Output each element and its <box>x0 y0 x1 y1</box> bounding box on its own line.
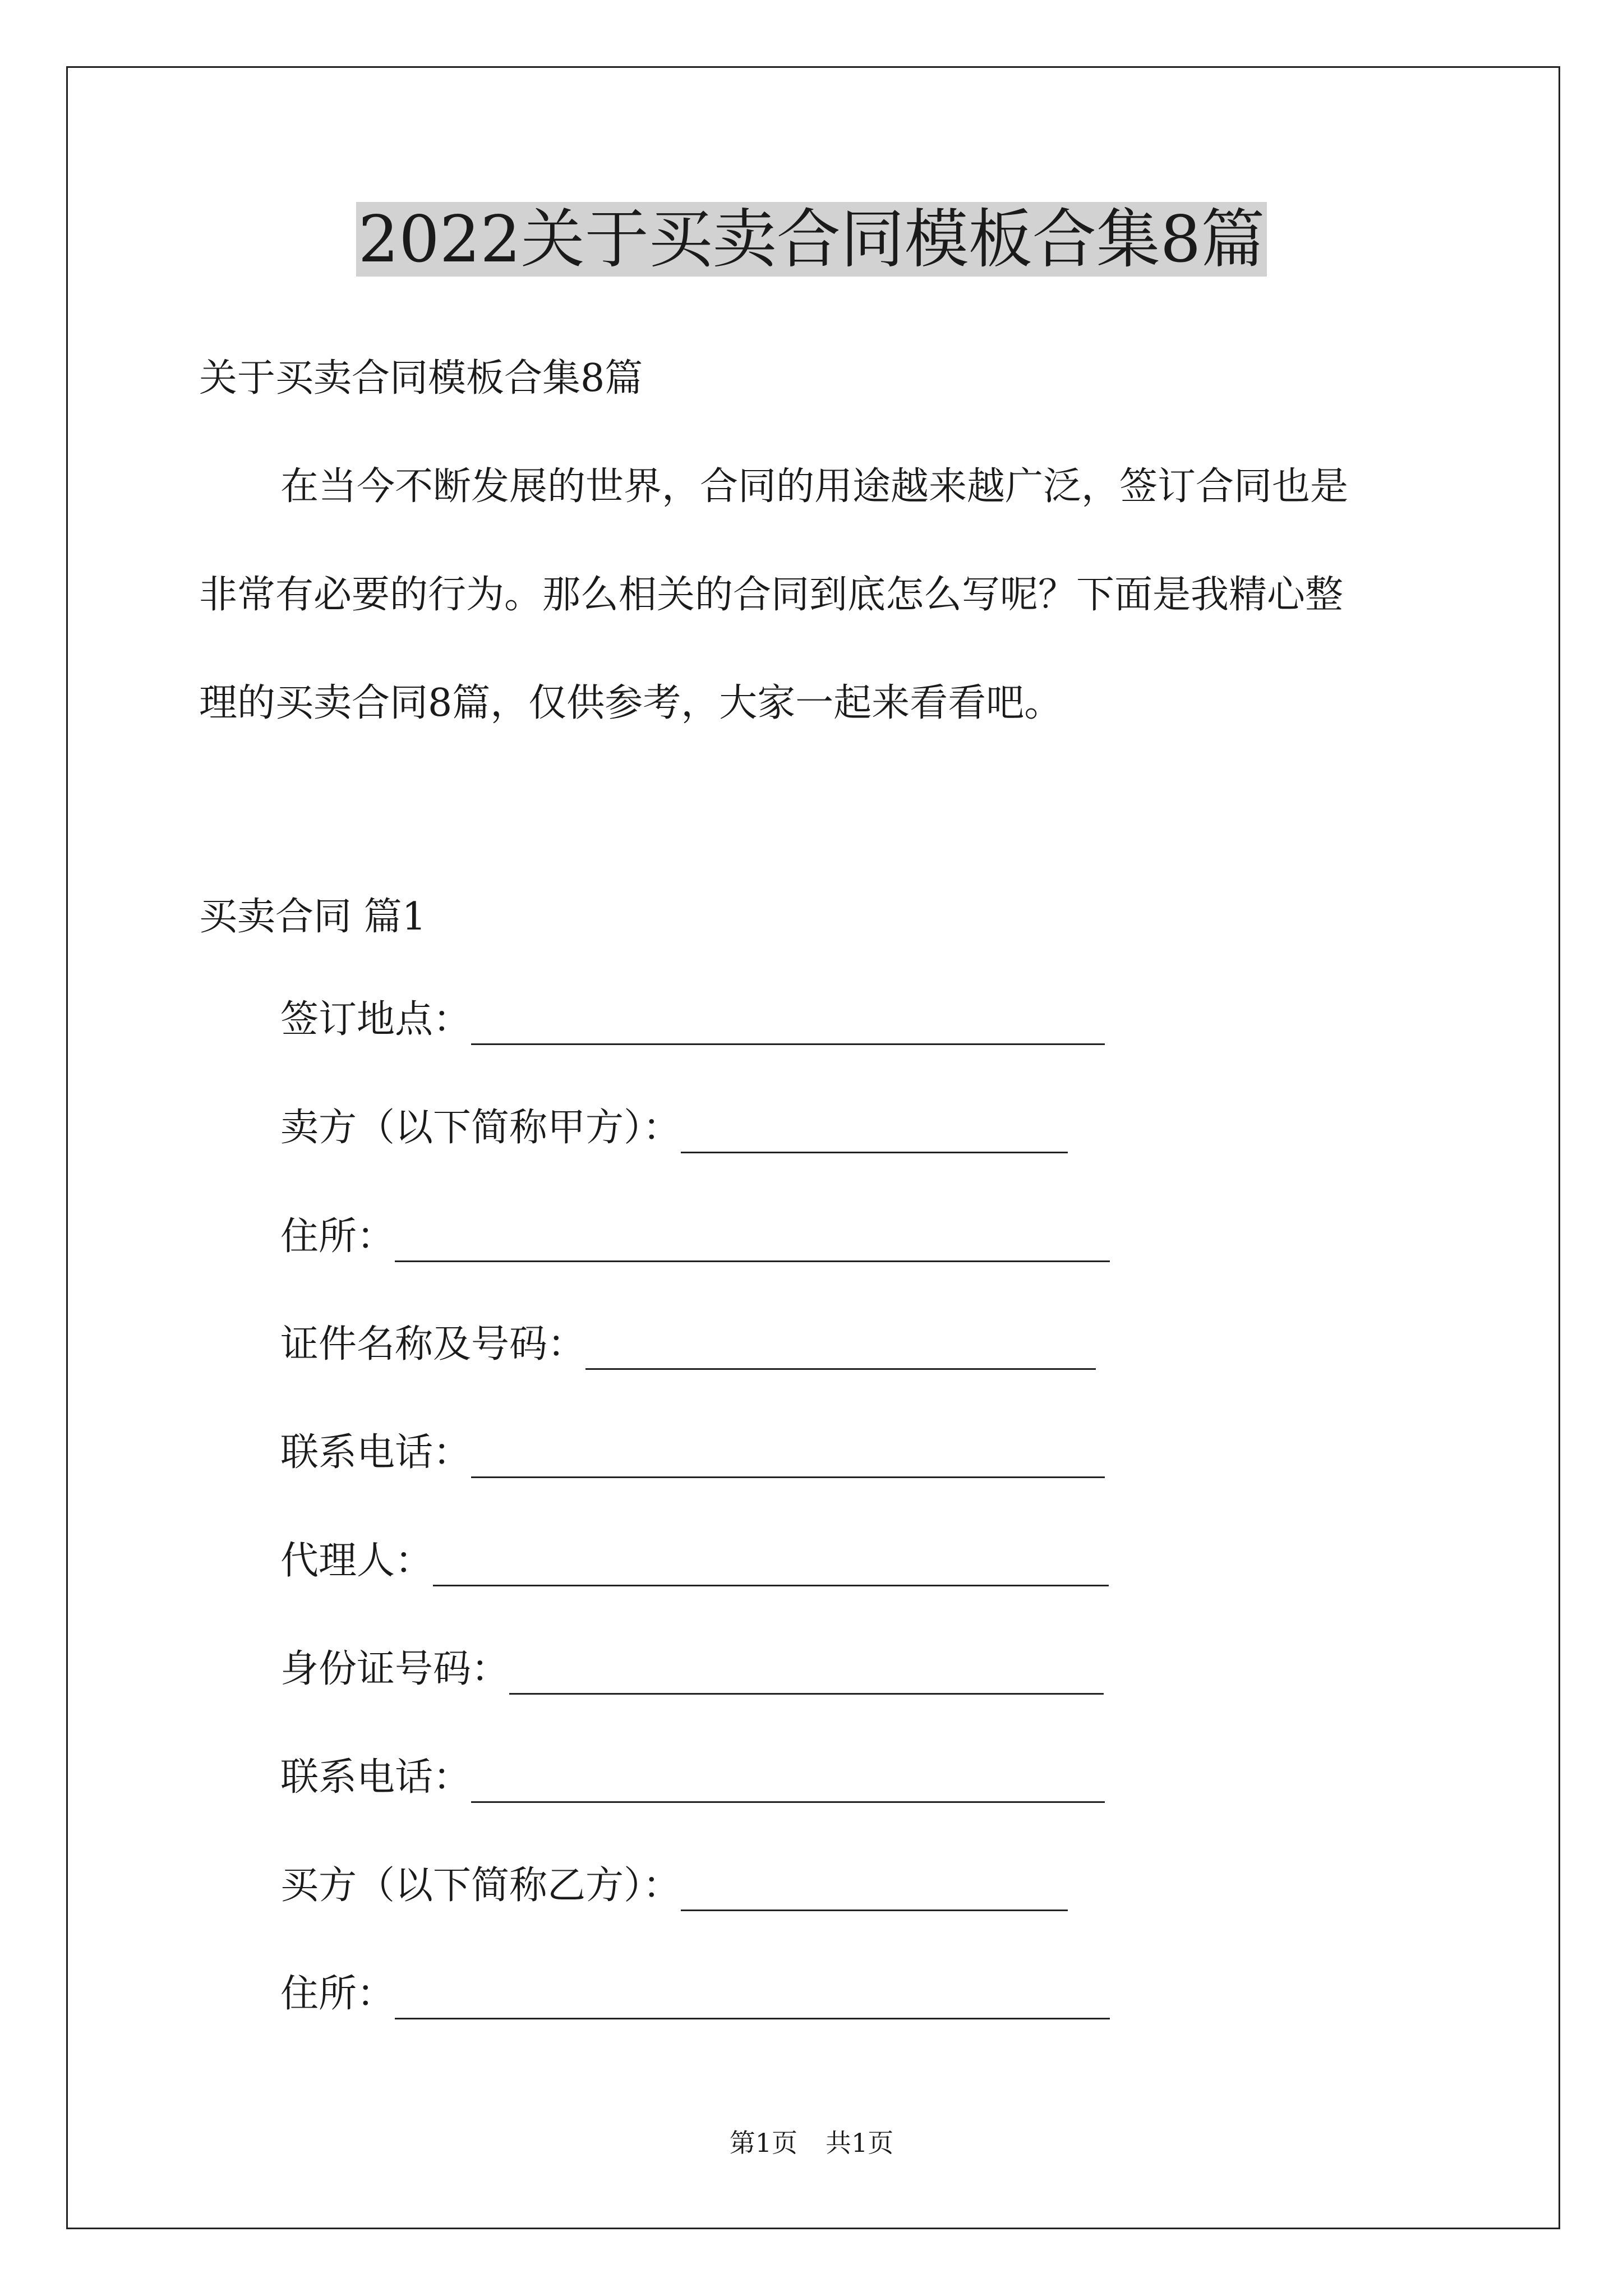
field-seller-phone <box>280 1428 1105 1478</box>
blank-line[interactable] <box>395 1227 1110 1262</box>
field-label: 签订地点： <box>280 997 472 1042</box>
field-buyer-address <box>280 1969 1110 2019</box>
field-label: 住所： <box>280 1214 395 1259</box>
document-subtitle: 关于买卖合同模板合集8篇 <box>199 356 643 401</box>
blank-line[interactable] <box>471 1768 1105 1803</box>
field-seller-address <box>280 1212 1110 1262</box>
field-buyer <box>280 1861 1068 1911</box>
blank-line[interactable] <box>471 1010 1105 1045</box>
field-label: 身份证号码： <box>280 1647 510 1691</box>
blank-line[interactable] <box>433 1551 1109 1586</box>
field-label: 买方（以下简称乙方）： <box>280 1864 681 1908</box>
intro-line-3: 理的买卖合同8篇，仅供参考，大家一起来看看吧。 <box>199 681 1063 725</box>
page-footer <box>0 2126 1623 2160</box>
blank-line[interactable] <box>681 1876 1068 1911</box>
page-number: 第1页 <box>729 2128 797 2158</box>
document-title-text: 2022关于买卖合同模板合集8篇 <box>356 202 1267 277</box>
field-label: 住所： <box>280 1972 395 2016</box>
blank-line[interactable] <box>681 1118 1068 1153</box>
field-signing-place <box>280 995 1105 1045</box>
field-agent <box>280 1536 1109 1586</box>
field-label: 卖方（以下简称甲方）： <box>280 1106 681 1150</box>
section-heading: 买卖合同 篇1 <box>199 895 426 939</box>
field-id-number <box>280 1644 1104 1695</box>
field-label: 联系电话： <box>280 1430 472 1475</box>
blank-line[interactable] <box>585 1335 1096 1370</box>
blank-line[interactable] <box>395 1984 1110 2019</box>
field-label: 联系电话： <box>280 1755 472 1800</box>
field-label: 代理人： <box>280 1539 434 1583</box>
blank-line[interactable] <box>471 1443 1105 1478</box>
document-title <box>0 197 1623 282</box>
field-agent-phone <box>280 1752 1105 1803</box>
blank-line[interactable] <box>509 1659 1104 1695</box>
field-seller <box>280 1103 1068 1153</box>
page-total: 共1页 <box>826 2128 894 2158</box>
intro-line-1: 在当今不断发展的世界，合同的用途越来越广泛，签订合同也是 <box>280 464 1349 509</box>
intro-line-2: 非常有必要的行为。那么相关的合同到底怎么写呢？下面是我精心整 <box>199 573 1344 617</box>
field-label: 证件名称及号码： <box>280 1322 586 1366</box>
field-id-document <box>280 1319 1096 1370</box>
